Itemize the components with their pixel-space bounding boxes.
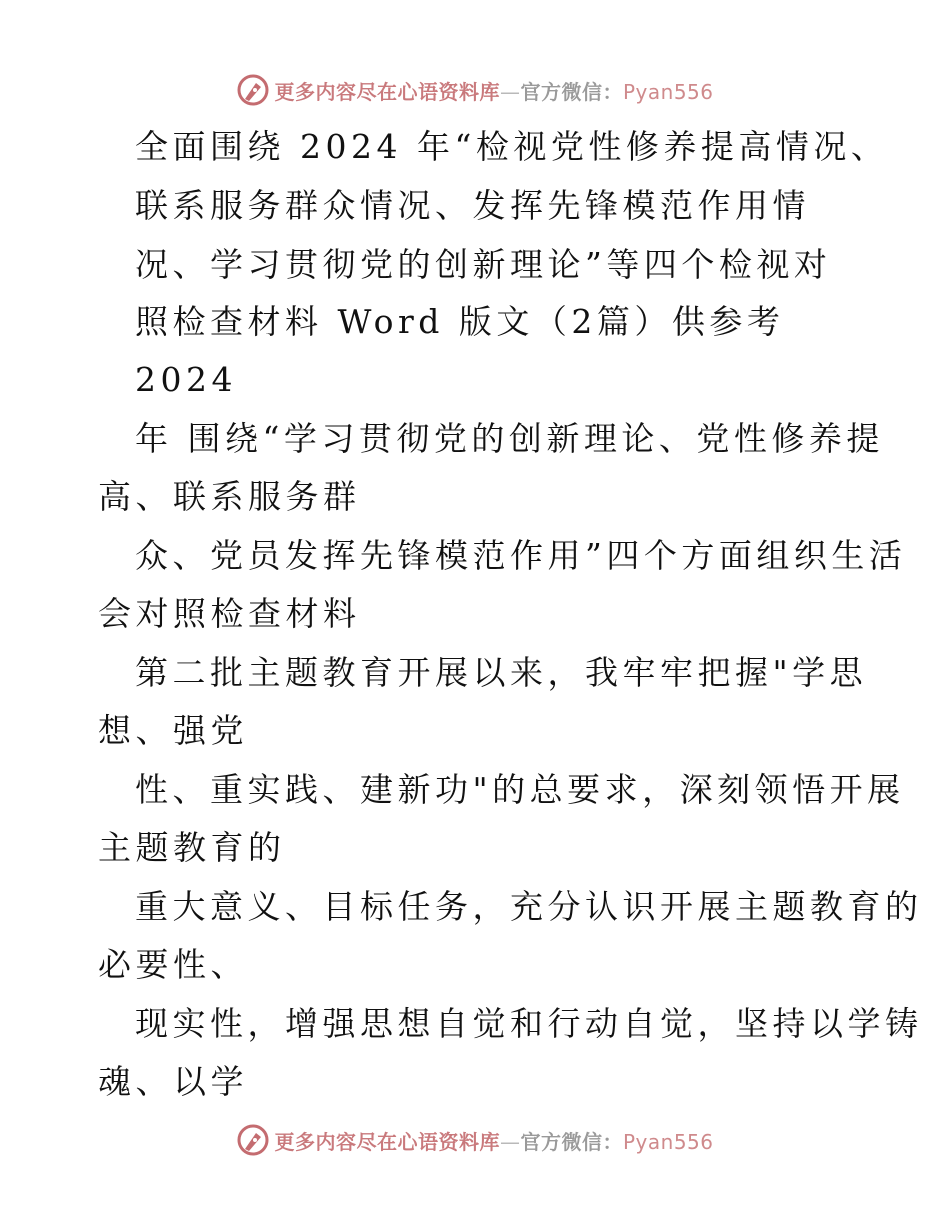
body-line-13: 魂、以学: [98, 1062, 248, 1101]
body-line-8: 性、重实践、建新功"的总要求，深刻领悟开展: [135, 770, 905, 809]
body-line-11: 必要性、: [98, 945, 248, 984]
title-line-1: 全面围绕 2024 年“检视党性修养提高情况、: [135, 127, 889, 166]
body-line-3: 高、联系服务群: [98, 477, 361, 516]
body-line-5: 会对照检查材料: [98, 594, 361, 633]
body-line-2: 年 围绕“学习贯彻党的创新理论、党性修养提: [135, 419, 884, 458]
title-line-3: 况、学习贯彻党的创新理论”等四个检视对: [135, 245, 832, 284]
watermark-site: 更多内容尽在心语资料库: [274, 1129, 500, 1154]
watermark-handle: Pyan556: [622, 1129, 714, 1154]
title-line-4: 照检查材料 Word 版文（2篇）供参考: [135, 302, 785, 341]
body-line-12: 现实性，增强思想自觉和行动自觉，坚持以学铸: [135, 1004, 923, 1043]
body-line-10: 重大意义、目标任务，充分认识开展主题教育的: [135, 887, 923, 926]
pen-nib-logo-icon: [236, 73, 270, 107]
watermark-separator: —: [499, 79, 521, 104]
pen-nib-logo-icon: [236, 1123, 270, 1157]
watermark-site: 更多内容尽在心语资料库: [274, 79, 500, 104]
watermark-wechat-label: 官方微信：: [520, 79, 623, 104]
watermark-text: [274, 1126, 713, 1155]
watermark-text: [274, 76, 713, 105]
body-line-6: 第二批主题教育开展以来，我牢牢把握"学思: [135, 653, 868, 692]
body-line-4: 众、党员发挥先锋模范作用”四个方面组织生活: [135, 536, 907, 575]
body-line-1: 2024: [135, 360, 237, 399]
watermark-separator: —: [499, 1129, 521, 1154]
body-line-9: 主题教育的: [98, 828, 286, 867]
body-line-7: 想、强党: [98, 711, 248, 750]
watermark-handle: Pyan556: [622, 79, 714, 104]
title-line-2: 联系服务群众情况、发挥先锋模范作用情: [135, 186, 810, 225]
header-watermark: [0, 70, 950, 110]
footer-watermark: [0, 1120, 950, 1160]
watermark-wechat-label: 官方微信：: [520, 1129, 623, 1154]
